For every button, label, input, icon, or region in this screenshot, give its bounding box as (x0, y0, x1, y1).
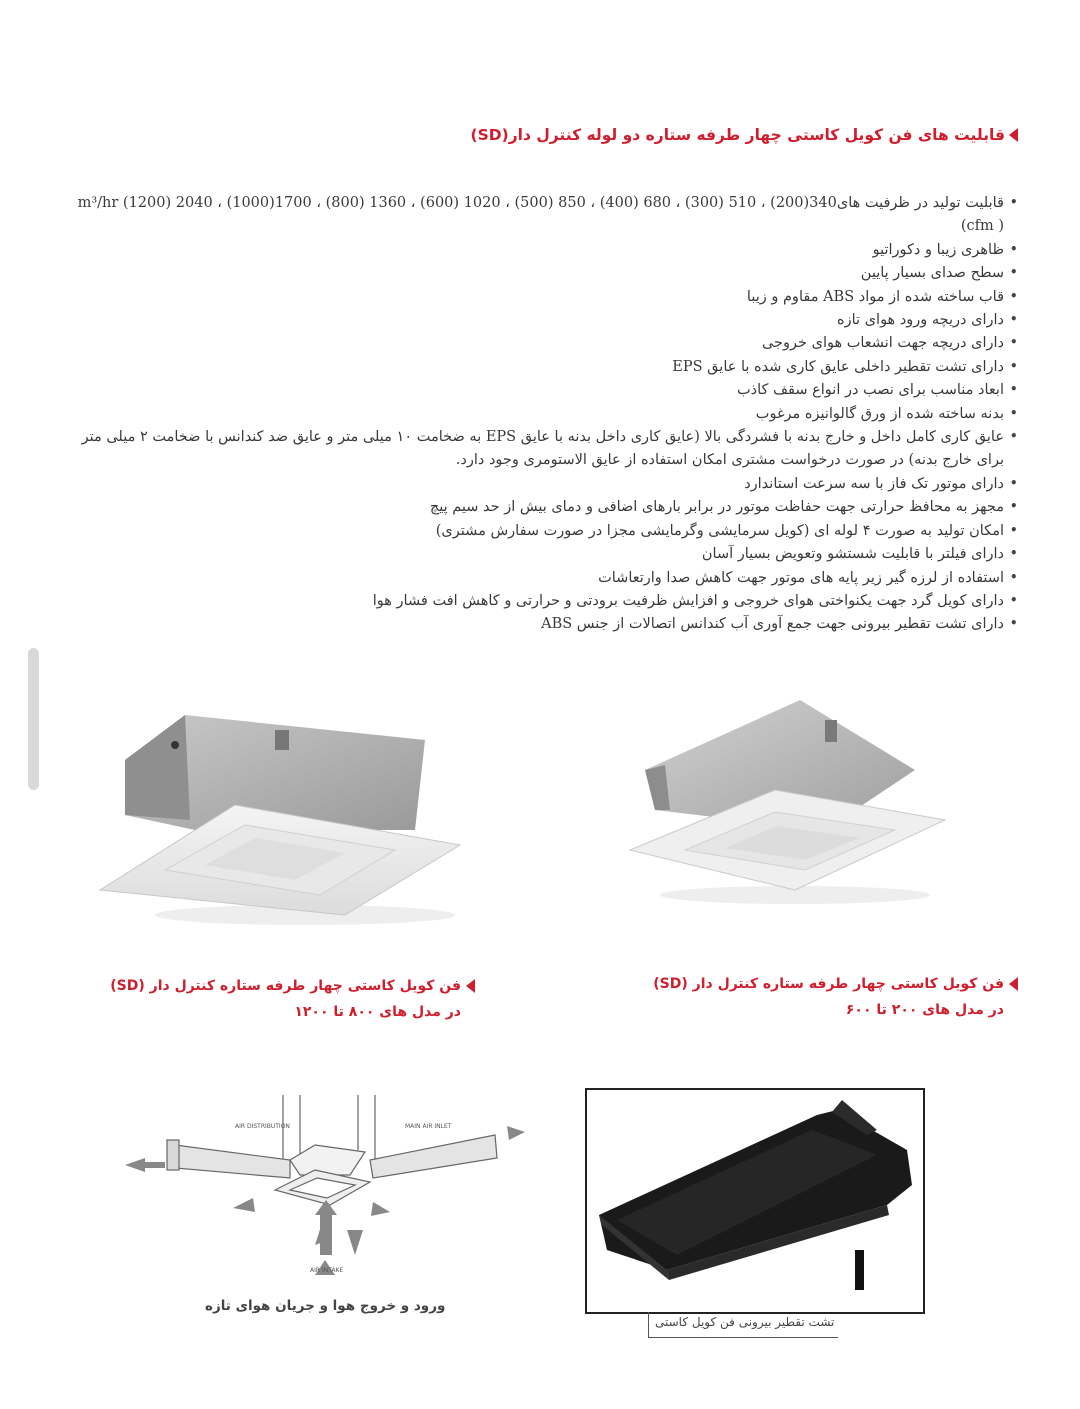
feature-item: • قابلیت تولید در ظرفیت های340(200) ، 510 (300) ، 680 (400) ، 850 (500) ، 1020 (600) ، 1360 (800) ، 1700(1000) ، 2040 (1200) m³/hr (cfm ) (58, 192, 1018, 239)
tray-image-frame (585, 1088, 925, 1314)
feature-item: • مجهز به محافظ حرارتی جهت حفاظت موتور در برابر بارهای اضافی و دمای بیش از حد سیم پیچ (58, 496, 1018, 519)
feature-item: • دارای کویل گرد جهت یکنواختی هوای خروجی و افزایش ظرفیت برودتی و حرارتی و کاهش افت فشار هوا (58, 590, 1018, 613)
label-air-distribution: AIR DISTRIBUTION (235, 1123, 290, 1130)
feature-item: • سطح صدای بسیار پایین (58, 262, 1018, 285)
feature-item: • امکان تولید به صورت ۴ لوله ای (کویل سرمایشی وگرمایشی مجزا در صورت سفارش مشتری) (58, 520, 1018, 543)
label-air-intake: AIR INTAKE (310, 1267, 344, 1274)
airflow-caption: ورود و خروج هوا و جریان هوای تازه (205, 1298, 446, 1314)
feature-item: • دارای دریچه ورود هوای تازه (58, 309, 1018, 332)
caption-large-unit (110, 973, 475, 1025)
triangle-bullet-icon (1009, 128, 1018, 142)
section-heading (471, 126, 1018, 144)
feature-item: • استفاده از لرزه گیر زیر پایه های موتور جهت کاهش صدا وارتعاشات (58, 567, 1018, 590)
heading-text: قابلیت های فن کویل کاستی چهار طرفه ستاره دو لوله کنترل دار(SD) (470, 126, 1005, 144)
caption-small-title: فن کویل کاستی چهار طرفه ستاره کنترل دار (SD) (653, 976, 1004, 992)
feature-item: • بدنه ساخته شده از ورق گالوانیزه مرغوب (58, 403, 1018, 426)
fan-coil-large-photo (95, 700, 475, 930)
drain-tray-photo (587, 1090, 923, 1312)
caption-large-title: فن کویل کاستی چهار طرفه ستاره کنترل دار (SD) (110, 978, 461, 994)
feature-item: • دارای دریچه جهت انشعاب هوای خروجی (58, 332, 1018, 355)
feature-item: • دارای موتور تک فاز با سه سرعت استاندارد (58, 473, 1018, 496)
feature-item: • دارای تشت تقطیر بیرونی جهت جمع آوری آب کندانس اتصالات از جنس ABS (58, 613, 1018, 636)
feature-item: • ظاهری زیبا و دکوراتیو (58, 239, 1018, 262)
label-main-air-inlet: MAIN AIR INLET (405, 1123, 452, 1130)
feature-list (58, 192, 1018, 637)
scrollbar[interactable] (28, 648, 39, 790)
feature-item: • دارای فیلتر با قابلیت شستشو وتعویض بسیار آسان (58, 543, 1018, 566)
tray-label: تشت تقطیر بیرونی فن کویل کاستی (655, 1315, 835, 1329)
fan-coil-small-photo (625, 690, 955, 915)
airflow-diagram (115, 1090, 535, 1290)
triangle-bullet-icon (466, 979, 475, 993)
triangle-bullet-icon (1009, 977, 1018, 991)
caption-small-unit (653, 971, 1018, 1023)
caption-large-models: در مدل های ۸۰۰ تا ۱۲۰۰ (294, 1004, 461, 1020)
feature-item: • ابعاد مناسب برای نصب در انواع سقف کاذب (58, 379, 1018, 402)
feature-item: • قاب ساخته شده از مواد ABS مقاوم و زیبا (58, 286, 1018, 309)
feature-item: • عایق کاری کامل داخل و خارج بدنه با فشردگی بالا (عایق کاری داخل بدنه با عایق EPS به ضخامت ۱۰ میلی متر و عایق ضد کندانس با ضخامت ۲ میلی متر برای خارج بدنه) در صورت درخواست مشتری امکان استفاده از عایق الاستومری وجود دارد. (58, 426, 1018, 473)
caption-small-models: در مدل های ۲۰۰ تا ۶۰۰ (845, 1002, 1004, 1018)
feature-item: • دارای تشت تقطیر داخلی عایق کاری شده با عایق EPS (58, 356, 1018, 379)
